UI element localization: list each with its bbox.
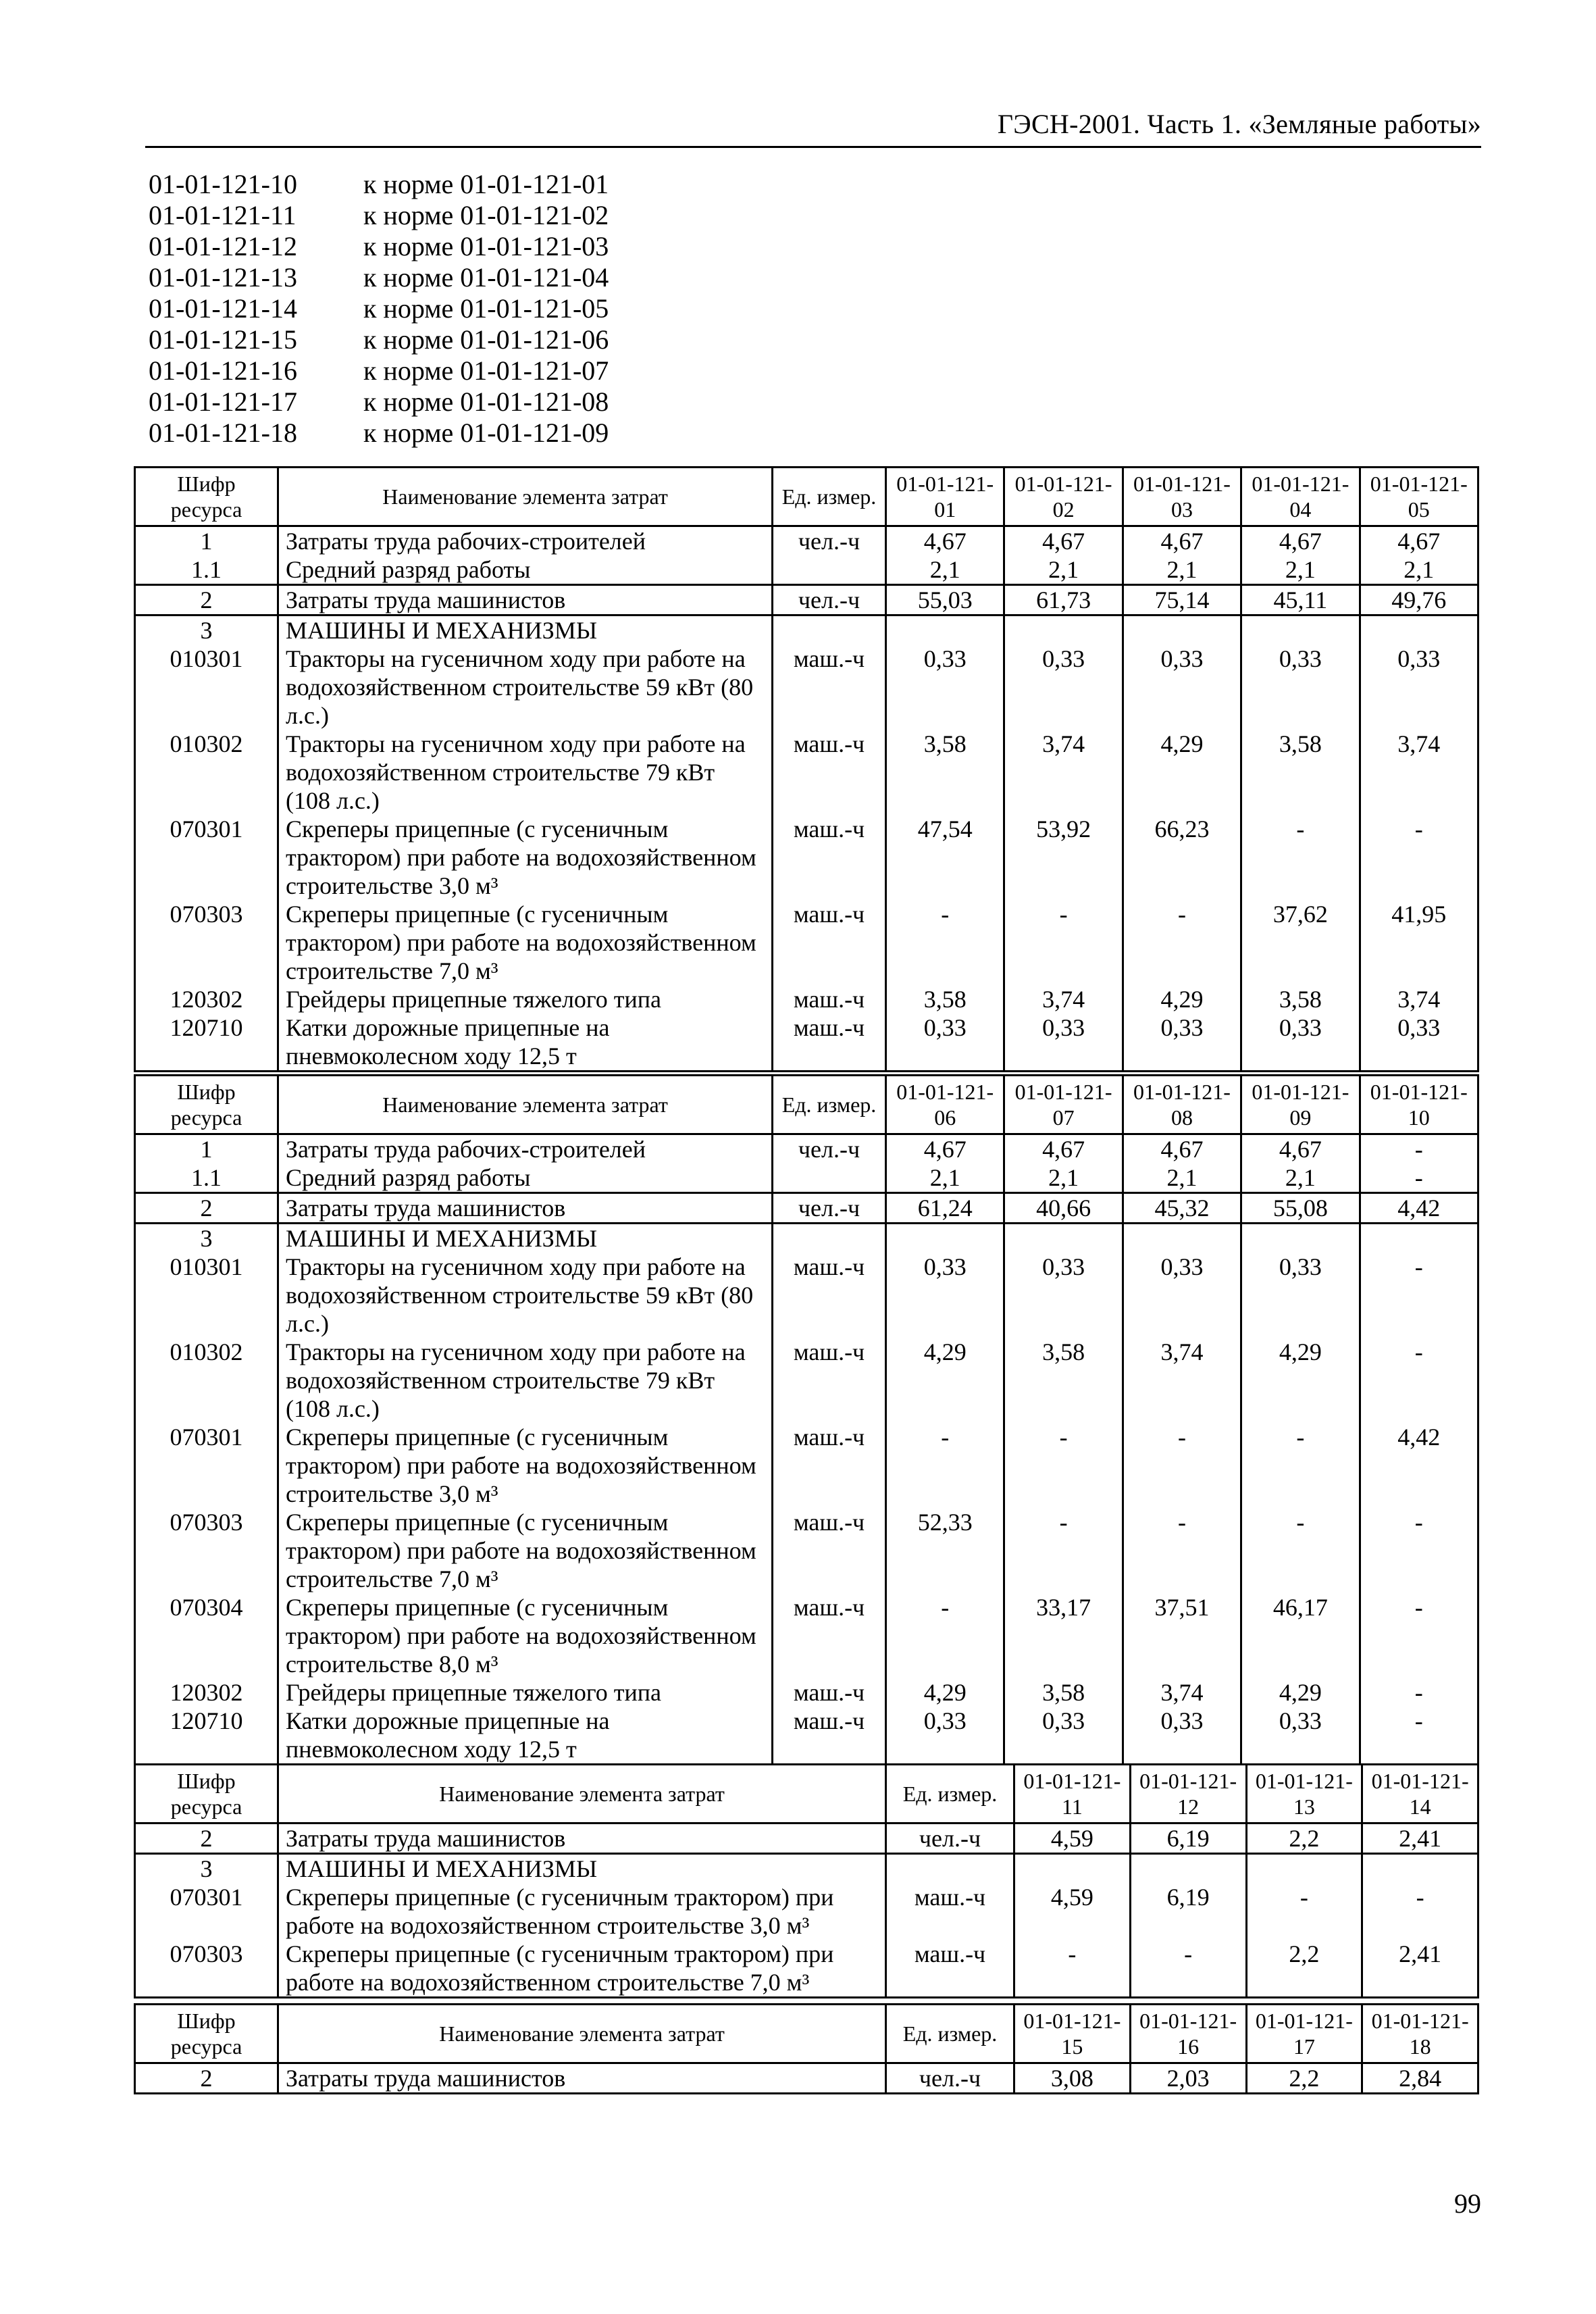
norm-value: - bbox=[1014, 1940, 1131, 1998]
header-norm-code: 01-01-121-06 bbox=[886, 1076, 1004, 1134]
norm-value: 3,58 bbox=[1241, 985, 1360, 1013]
norm-value: 0,33 bbox=[1360, 1013, 1478, 1072]
norm-value: 4,29 bbox=[886, 1338, 1004, 1423]
table-row bbox=[135, 1883, 1478, 1940]
cost-element-name: Скреперы прицепные (с гусеничным трактором) при работе на водохозяйственном строительстве 7,0 м³ bbox=[278, 900, 773, 985]
norm-value: 2,2 bbox=[1246, 1940, 1362, 1998]
norm-value: 2,1 bbox=[1123, 1163, 1241, 1193]
norm-value: - bbox=[1123, 1423, 1241, 1508]
norm-table-1 bbox=[134, 466, 1479, 1072]
header-norm-code: 01-01-121-03 bbox=[1123, 468, 1241, 526]
norm-value bbox=[1360, 1224, 1478, 1253]
norm-value: - bbox=[1360, 815, 1478, 900]
norm-value bbox=[1123, 1224, 1241, 1253]
header-norm-code: 01-01-121-05 bbox=[1360, 468, 1478, 526]
reference-text: к норме 01-01-121-04 bbox=[363, 262, 609, 293]
header-code: Шифр ресурса bbox=[135, 1765, 278, 1823]
norm-value: - bbox=[886, 900, 1004, 985]
table-row bbox=[135, 1163, 1478, 1193]
norm-value: 0,33 bbox=[1123, 1013, 1241, 1072]
norm-value bbox=[1246, 1854, 1362, 1884]
norm-value bbox=[1362, 1854, 1478, 1884]
norm-value: 2,2 bbox=[1246, 1823, 1362, 1854]
reference-text: к норме 01-01-121-08 bbox=[363, 386, 609, 417]
norm-value bbox=[1360, 615, 1478, 645]
reference-row bbox=[149, 231, 609, 262]
norm-value: - bbox=[1004, 1423, 1123, 1508]
norm-value: 55,08 bbox=[1241, 1193, 1360, 1224]
cost-element-name: Скреперы прицепные (с гусеничным трактором) при работе на водохозяйственном строительстве 3,0 м³ bbox=[278, 1883, 886, 1940]
norm-value: 4,42 bbox=[1360, 1423, 1478, 1508]
norm-value: 4,67 bbox=[886, 526, 1004, 556]
norm-value: 3,58 bbox=[886, 985, 1004, 1013]
resource-code: 070304 bbox=[135, 1593, 278, 1678]
table-row bbox=[135, 526, 1478, 556]
norm-value: - bbox=[1360, 1508, 1478, 1593]
header-norm-code: 01-01-121-08 bbox=[1123, 1076, 1241, 1134]
norm-value: - bbox=[1130, 1940, 1246, 1998]
header-norm-code: 01-01-121-16 bbox=[1130, 2005, 1246, 2063]
norm-value: 3,74 bbox=[1123, 1678, 1241, 1707]
norm-value: 37,62 bbox=[1241, 900, 1360, 985]
resource-code: 010302 bbox=[135, 1338, 278, 1423]
table-row bbox=[135, 1423, 1478, 1508]
unit-of-measure: маш.-ч bbox=[773, 1707, 886, 1765]
norm-value: 0,33 bbox=[886, 1707, 1004, 1765]
page-number: 99 bbox=[1454, 2188, 1481, 2219]
norm-value: - bbox=[1123, 900, 1241, 985]
table-row bbox=[135, 645, 1478, 730]
unit-of-measure bbox=[886, 1854, 1014, 1884]
table-row bbox=[135, 615, 1478, 645]
unit-of-measure: маш.-ч bbox=[773, 1678, 886, 1707]
table-row bbox=[135, 815, 1478, 900]
reference-row bbox=[149, 293, 609, 324]
norm-value: 6,19 bbox=[1130, 1883, 1246, 1940]
cost-element-name: МАШИНЫ И МЕХАНИЗМЫ bbox=[278, 1224, 773, 1253]
cost-element-name: Грейдеры прицепные тяжелого типа bbox=[278, 1678, 773, 1707]
norm-value: - bbox=[886, 1593, 1004, 1678]
cost-element-name: Грейдеры прицепные тяжелого типа bbox=[278, 985, 773, 1013]
norm-value: 3,58 bbox=[1241, 730, 1360, 815]
reference-code: 01-01-121-12 bbox=[149, 231, 297, 261]
cost-element-name: Катки дорожные прицепные на пневмоколесном ходу 12,5 т bbox=[278, 1013, 773, 1072]
table-row bbox=[135, 1224, 1478, 1253]
header-norm-code: 01-01-121-15 bbox=[1014, 2005, 1131, 2063]
unit-of-measure: маш.-ч bbox=[773, 815, 886, 900]
norm-value: 0,33 bbox=[1241, 645, 1360, 730]
unit-of-measure: чел.-ч bbox=[886, 1823, 1014, 1854]
norm-value: 0,33 bbox=[886, 1013, 1004, 1072]
norm-value: 53,92 bbox=[1004, 815, 1123, 900]
unit-of-measure: маш.-ч bbox=[773, 1013, 886, 1072]
table-row bbox=[135, 1508, 1478, 1593]
norm-value: 4,67 bbox=[1241, 1134, 1360, 1164]
norm-value: 2,41 bbox=[1362, 1940, 1478, 1998]
table-row bbox=[135, 1134, 1478, 1164]
unit-of-measure: чел.-ч bbox=[773, 1134, 886, 1164]
resource-code: 2 bbox=[135, 1823, 278, 1854]
resource-code: 070301 bbox=[135, 1423, 278, 1508]
norm-value bbox=[886, 615, 1004, 645]
reference-code: 01-01-121-11 bbox=[149, 200, 297, 230]
reference-code: 01-01-121-13 bbox=[149, 262, 297, 293]
norm-value: 2,1 bbox=[1004, 555, 1123, 585]
unit-of-measure: чел.-ч bbox=[886, 2063, 1014, 2094]
cost-element-name: Тракторы на гусеничном ходу при работе на водохозяйственном строительстве 79 кВт (108 л.с.) bbox=[278, 1338, 773, 1423]
cost-element-name: Скреперы прицепные (с гусеничным трактором) при работе на водохозяйственном строительстве 3,0 м³ bbox=[278, 815, 773, 900]
resource-code: 120710 bbox=[135, 1013, 278, 1072]
norm-value: 3,74 bbox=[1123, 1338, 1241, 1423]
norm-value: 2,1 bbox=[886, 1163, 1004, 1193]
cost-element-name: Скреперы прицепные (с гусеничным трактором) при работе на водохозяйственном строительстве 7,0 м³ bbox=[278, 1508, 773, 1593]
unit-of-measure: маш.-ч bbox=[773, 1423, 886, 1508]
header-unit: Ед. измер. bbox=[773, 468, 886, 526]
norm-value bbox=[1241, 1224, 1360, 1253]
norm-value: 55,03 bbox=[886, 585, 1004, 615]
table-row bbox=[135, 555, 1478, 585]
norm-value: - bbox=[1360, 1678, 1478, 1707]
cost-element-name: Затраты труда рабочих-строителей bbox=[278, 526, 773, 556]
cost-element-name: МАШИНЫ И МЕХАНИЗМЫ bbox=[278, 1854, 886, 1884]
norm-value: - bbox=[1360, 1707, 1478, 1765]
table-row bbox=[135, 1707, 1478, 1765]
reference-code: 01-01-121-15 bbox=[149, 324, 297, 355]
cost-element-name: Скреперы прицепные (с гусеничным трактором) при работе на водохозяйственном строительстве 7,0 м³ bbox=[278, 1940, 886, 1998]
reference-row bbox=[149, 200, 609, 231]
cost-element-name: Скреперы прицепные (с гусеничным трактором) при работе на водохозяйственном строительстве 8,0 м³ bbox=[278, 1593, 773, 1678]
cost-element-name: Тракторы на гусеничном ходу при работе на водохозяйственном строительстве 59 кВт (80 л.с.) bbox=[278, 645, 773, 730]
unit-of-measure bbox=[773, 615, 886, 645]
table-row bbox=[135, 585, 1478, 615]
unit-of-measure bbox=[773, 1163, 886, 1193]
norm-value: 45,11 bbox=[1241, 585, 1360, 615]
norm-value bbox=[1123, 615, 1241, 645]
table-header-row bbox=[135, 1076, 1478, 1134]
norm-value: 52,33 bbox=[886, 1508, 1004, 1593]
resource-code: 2 bbox=[135, 2063, 278, 2094]
unit-of-measure: маш.-ч bbox=[773, 1253, 886, 1338]
norm-value: - bbox=[1360, 1163, 1478, 1193]
norm-value: - bbox=[1004, 1508, 1123, 1593]
norm-value: 2,03 bbox=[1130, 2063, 1246, 2094]
reference-text: к норме 01-01-121-03 bbox=[363, 231, 609, 261]
norm-value: 2,1 bbox=[1004, 1163, 1123, 1193]
table-header-row bbox=[135, 1765, 1478, 1823]
norm-value: 4,29 bbox=[886, 1678, 1004, 1707]
norm-value: - bbox=[1360, 1253, 1478, 1338]
table-row bbox=[135, 2063, 1478, 2094]
norm-value: 4,29 bbox=[1123, 985, 1241, 1013]
norm-value: - bbox=[1360, 1338, 1478, 1423]
table-row bbox=[135, 1253, 1478, 1338]
unit-of-measure: маш.-ч bbox=[773, 985, 886, 1013]
norm-value: 3,08 bbox=[1014, 2063, 1131, 2094]
norm-value: - bbox=[1362, 1883, 1478, 1940]
unit-of-measure: маш.-ч bbox=[773, 900, 886, 985]
resource-code: 120710 bbox=[135, 1707, 278, 1765]
header-norm-code: 01-01-121-13 bbox=[1246, 1765, 1362, 1823]
norm-value: 0,33 bbox=[1360, 645, 1478, 730]
norm-value: 2,1 bbox=[1241, 1163, 1360, 1193]
reference-text: к норме 01-01-121-02 bbox=[363, 200, 609, 230]
table-header-row bbox=[135, 468, 1478, 526]
header-norm-code: 01-01-121-07 bbox=[1004, 1076, 1123, 1134]
reference-row bbox=[149, 169, 609, 200]
cost-element-name: Катки дорожные прицепные на пневмоколесном ходу 12,5 т bbox=[278, 1707, 773, 1765]
header-unit: Ед. измер. bbox=[773, 1076, 886, 1134]
norm-value: - bbox=[1241, 815, 1360, 900]
norm-value: 4,67 bbox=[1004, 526, 1123, 556]
norm-value: 0,33 bbox=[1004, 645, 1123, 730]
reference-row bbox=[149, 324, 609, 355]
table-row bbox=[135, 900, 1478, 985]
header-norm-code: 01-01-121-09 bbox=[1241, 1076, 1360, 1134]
norm-value: 4,59 bbox=[1014, 1823, 1131, 1854]
unit-of-measure: чел.-ч bbox=[773, 1193, 886, 1224]
norm-value: - bbox=[1241, 1423, 1360, 1508]
resource-code: 070301 bbox=[135, 815, 278, 900]
norm-value bbox=[1130, 1854, 1246, 1884]
table-header-row bbox=[135, 2005, 1478, 2063]
unit-of-measure: чел.-ч bbox=[773, 585, 886, 615]
norm-value: - bbox=[1123, 1508, 1241, 1593]
norm-value bbox=[1241, 615, 1360, 645]
resource-code: 070301 bbox=[135, 1883, 278, 1940]
cost-element-name: Средний разряд работы bbox=[278, 1163, 773, 1193]
norm-value: 0,33 bbox=[886, 645, 1004, 730]
norm-value: 3,74 bbox=[1004, 730, 1123, 815]
table-row bbox=[135, 1338, 1478, 1423]
norm-value: 3,58 bbox=[1004, 1338, 1123, 1423]
page-header-title: ГЭСН-2001. Часть 1. «Земляные работы» bbox=[997, 109, 1481, 139]
reference-text: к норме 01-01-121-07 bbox=[363, 355, 609, 386]
norm-value: 0,33 bbox=[1004, 1013, 1123, 1072]
norm-value: 4,67 bbox=[1241, 526, 1360, 556]
resource-code: 070303 bbox=[135, 900, 278, 985]
norm-value: 33,17 bbox=[1004, 1593, 1123, 1678]
header-name: Наименование элемента затрат bbox=[278, 468, 773, 526]
unit-of-measure: маш.-ч bbox=[773, 1593, 886, 1678]
reference-text: к норме 01-01-121-01 bbox=[363, 169, 609, 199]
norm-value: 4,67 bbox=[1123, 1134, 1241, 1164]
norm-value: 47,54 bbox=[886, 815, 1004, 900]
cost-element-name: Затраты труда рабочих-строителей bbox=[278, 1134, 773, 1164]
norm-value: 75,14 bbox=[1123, 585, 1241, 615]
table-row bbox=[135, 1193, 1478, 1224]
norm-value: 0,33 bbox=[1004, 1707, 1123, 1765]
resource-code: 1 bbox=[135, 526, 278, 556]
resource-code: 3 bbox=[135, 1224, 278, 1253]
resource-code: 010301 bbox=[135, 645, 278, 730]
header-norm-code: 01-01-121-01 bbox=[886, 468, 1004, 526]
unit-of-measure: маш.-ч bbox=[773, 730, 886, 815]
table-row bbox=[135, 1940, 1478, 1998]
cost-element-name: Затраты труда машинистов bbox=[278, 1193, 773, 1224]
unit-of-measure bbox=[773, 1224, 886, 1253]
norm-reference-list bbox=[149, 169, 609, 449]
header-code: Шифр ресурса bbox=[135, 1076, 278, 1134]
norm-table-2 bbox=[134, 1074, 1479, 1765]
header-rule bbox=[145, 146, 1481, 148]
header-unit: Ед. измер. bbox=[886, 1765, 1014, 1823]
unit-of-measure: маш.-ч bbox=[886, 1883, 1014, 1940]
table-row bbox=[135, 730, 1478, 815]
table-row bbox=[135, 1013, 1478, 1072]
norm-value: 4,29 bbox=[1123, 730, 1241, 815]
norm-value: 40,66 bbox=[1004, 1193, 1123, 1224]
norm-value: 46,17 bbox=[1241, 1593, 1360, 1678]
reference-code: 01-01-121-14 bbox=[149, 293, 297, 324]
cost-element-name: Тракторы на гусеничном ходу при работе на водохозяйственном строительстве 79 кВт (108 л.с.) bbox=[278, 730, 773, 815]
header-unit: Ед. измер. bbox=[886, 2005, 1014, 2063]
norm-value: 2,1 bbox=[1241, 555, 1360, 585]
norm-value: 0,33 bbox=[1004, 1253, 1123, 1338]
cost-element-name: Тракторы на гусеничном ходу при работе на водохозяйственном строительстве 59 кВт (80 л.с.) bbox=[278, 1253, 773, 1338]
resource-code: 070303 bbox=[135, 1508, 278, 1593]
norm-value: 45,32 bbox=[1123, 1193, 1241, 1224]
resource-code: 1.1 bbox=[135, 555, 278, 585]
resource-code: 1 bbox=[135, 1134, 278, 1164]
cost-element-name: МАШИНЫ И МЕХАНИЗМЫ bbox=[278, 615, 773, 645]
reference-text: к норме 01-01-121-09 bbox=[363, 418, 609, 448]
reference-code: 01-01-121-17 bbox=[149, 386, 297, 417]
norm-value: 2,1 bbox=[886, 555, 1004, 585]
norm-value: - bbox=[1360, 1593, 1478, 1678]
norm-value: 3,74 bbox=[1360, 730, 1478, 815]
table-row bbox=[135, 1678, 1478, 1707]
resource-code: 070303 bbox=[135, 1940, 278, 1998]
header-norm-code: 01-01-121-14 bbox=[1362, 1765, 1478, 1823]
table-row bbox=[135, 1593, 1478, 1678]
reference-text: к норме 01-01-121-05 bbox=[363, 293, 609, 324]
norm-value: 4,29 bbox=[1241, 1338, 1360, 1423]
header-norm-code: 01-01-121-11 bbox=[1014, 1765, 1131, 1823]
norm-value bbox=[1014, 1854, 1131, 1884]
reference-row bbox=[149, 355, 609, 386]
reference-row bbox=[149, 386, 609, 418]
unit-of-measure: маш.-ч bbox=[773, 645, 886, 730]
resource-code: 010302 bbox=[135, 730, 278, 815]
unit-of-measure: маш.-ч bbox=[886, 1940, 1014, 1998]
header-norm-code: 01-01-121-02 bbox=[1004, 468, 1123, 526]
reference-code: 01-01-121-16 bbox=[149, 355, 297, 386]
norm-table-3 bbox=[134, 1763, 1479, 1998]
cost-element-name: Затраты труда машинистов bbox=[278, 585, 773, 615]
norm-value: 2,1 bbox=[1123, 555, 1241, 585]
norm-value: 0,33 bbox=[1241, 1707, 1360, 1765]
norm-value bbox=[1004, 615, 1123, 645]
norm-value: 66,23 bbox=[1123, 815, 1241, 900]
header-code: Шифр ресурса bbox=[135, 2005, 278, 2063]
norm-value: 2,2 bbox=[1246, 2063, 1362, 2094]
header-code: Шифр ресурса bbox=[135, 468, 278, 526]
norm-value: 2,84 bbox=[1362, 2063, 1478, 2094]
norm-value: 61,24 bbox=[886, 1193, 1004, 1224]
norm-value: 49,76 bbox=[1360, 585, 1478, 615]
norm-value: 6,19 bbox=[1130, 1823, 1246, 1854]
cost-element-name: Затраты труда машинистов bbox=[278, 2063, 886, 2094]
resource-code: 3 bbox=[135, 615, 278, 645]
norm-value: 0,33 bbox=[1123, 1707, 1241, 1765]
unit-of-measure: маш.-ч bbox=[773, 1338, 886, 1423]
resource-code: 2 bbox=[135, 585, 278, 615]
norm-value: 61,73 bbox=[1004, 585, 1123, 615]
norm-value: 4,67 bbox=[1123, 526, 1241, 556]
header-norm-code: 01-01-121-04 bbox=[1241, 468, 1360, 526]
norm-value: 0,33 bbox=[1123, 1253, 1241, 1338]
resource-code: 010301 bbox=[135, 1253, 278, 1338]
resource-code: 120302 bbox=[135, 1678, 278, 1707]
header-name: Наименование элемента затрат bbox=[278, 2005, 886, 2063]
norm-value: 4,42 bbox=[1360, 1193, 1478, 1224]
header-norm-code: 01-01-121-17 bbox=[1246, 2005, 1362, 2063]
norm-value: 4,59 bbox=[1014, 1883, 1131, 1940]
norm-value: 0,33 bbox=[1241, 1253, 1360, 1338]
header-name: Наименование элемента затрат bbox=[278, 1765, 886, 1823]
norm-table-4 bbox=[134, 2003, 1479, 2094]
norm-value: 41,95 bbox=[1360, 900, 1478, 985]
norm-value: - bbox=[1360, 1134, 1478, 1164]
unit-of-measure bbox=[773, 555, 886, 585]
norm-value: 4,67 bbox=[886, 1134, 1004, 1164]
norm-value: 3,74 bbox=[1004, 985, 1123, 1013]
cost-element-name: Скреперы прицепные (с гусеничным трактором) при работе на водохозяйственном строительстве 3,0 м³ bbox=[278, 1423, 773, 1508]
unit-of-measure: чел.-ч bbox=[773, 526, 886, 556]
norm-value: 2,41 bbox=[1362, 1823, 1478, 1854]
norm-value: 37,51 bbox=[1123, 1593, 1241, 1678]
header-name: Наименование элемента затрат bbox=[278, 1076, 773, 1134]
table-row bbox=[135, 1854, 1478, 1884]
norm-value: 0,33 bbox=[886, 1253, 1004, 1338]
norm-value: 3,58 bbox=[1004, 1678, 1123, 1707]
norm-value: - bbox=[1246, 1883, 1362, 1940]
reference-row bbox=[149, 262, 609, 293]
norm-value bbox=[886, 1224, 1004, 1253]
header-norm-code: 01-01-121-10 bbox=[1360, 1076, 1478, 1134]
norm-value: 3,58 bbox=[886, 730, 1004, 815]
norm-value: 0,33 bbox=[1123, 645, 1241, 730]
table-row bbox=[135, 985, 1478, 1013]
norm-value: 4,67 bbox=[1004, 1134, 1123, 1164]
cost-element-name: Средний разряд работы bbox=[278, 555, 773, 585]
reference-code: 01-01-121-18 bbox=[149, 418, 297, 448]
norm-value: 4,29 bbox=[1241, 1678, 1360, 1707]
norm-value: 3,74 bbox=[1360, 985, 1478, 1013]
norm-value: 0,33 bbox=[1241, 1013, 1360, 1072]
table-row bbox=[135, 1823, 1478, 1854]
resource-code: 1.1 bbox=[135, 1163, 278, 1193]
resource-code: 3 bbox=[135, 1854, 278, 1884]
norm-value: - bbox=[886, 1423, 1004, 1508]
resource-code: 2 bbox=[135, 1193, 278, 1224]
norm-value: 2,1 bbox=[1360, 555, 1478, 585]
header-norm-code: 01-01-121-18 bbox=[1362, 2005, 1478, 2063]
norm-value bbox=[1004, 1224, 1123, 1253]
norm-value: - bbox=[1004, 900, 1123, 985]
cost-element-name: Затраты труда машинистов bbox=[278, 1823, 886, 1854]
unit-of-measure: маш.-ч bbox=[773, 1508, 886, 1593]
reference-row bbox=[149, 418, 609, 449]
resource-code: 120302 bbox=[135, 985, 278, 1013]
norm-value: 4,67 bbox=[1360, 526, 1478, 556]
reference-code: 01-01-121-10 bbox=[149, 169, 297, 199]
reference-text: к норме 01-01-121-06 bbox=[363, 324, 609, 355]
norm-value: - bbox=[1241, 1508, 1360, 1593]
header-norm-code: 01-01-121-12 bbox=[1130, 1765, 1246, 1823]
